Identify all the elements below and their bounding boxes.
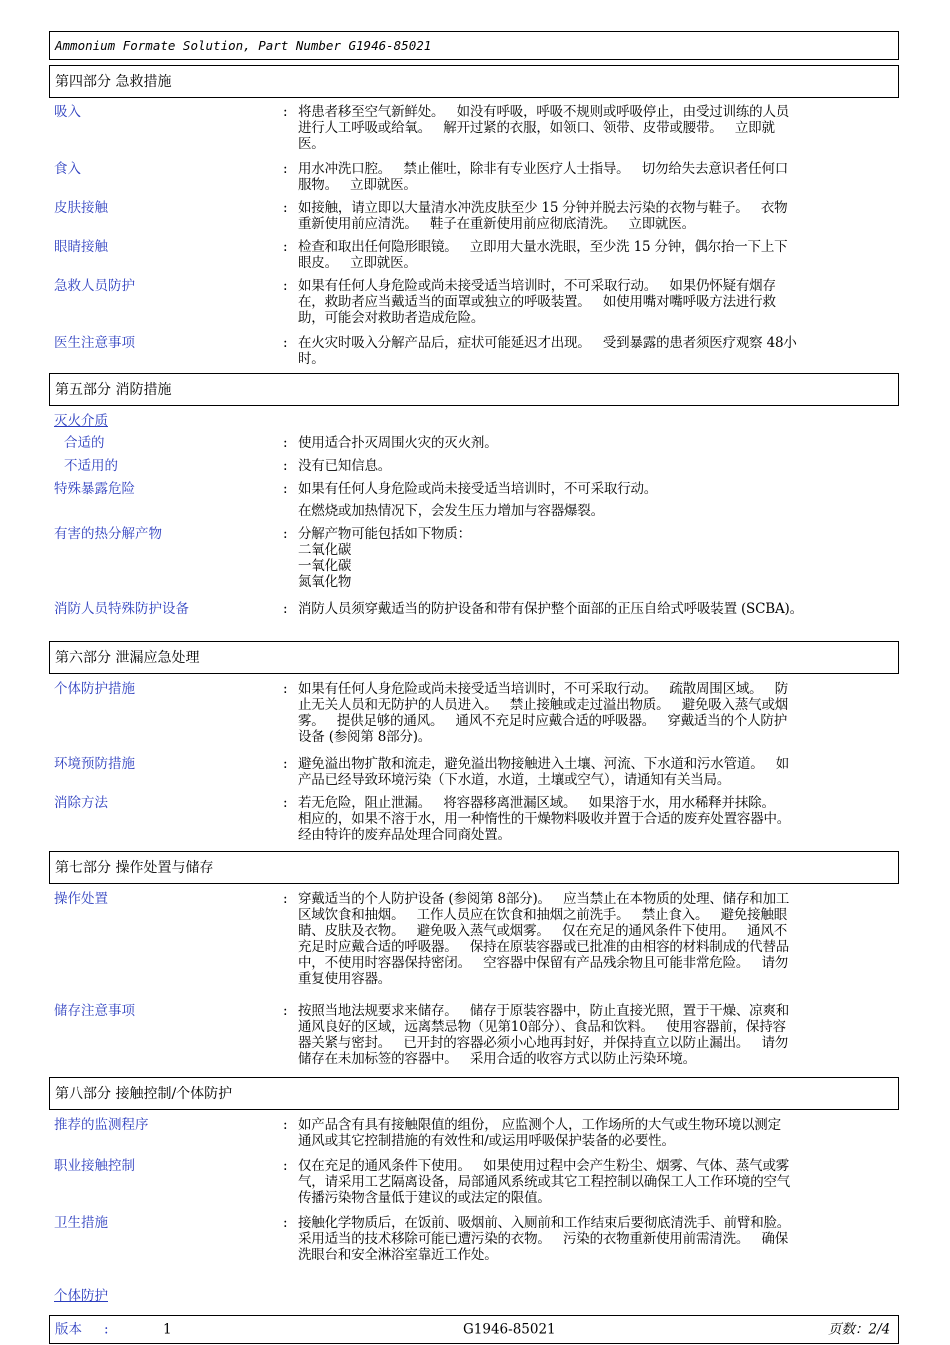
value-line: 按照当地法规要求来储存。 储存于原装容器中，防止直接光照，置于干燥、凉爽和 bbox=[298, 1003, 790, 1019]
field-colon: : bbox=[283, 481, 288, 497]
field-value bbox=[298, 503, 895, 519]
field-label: 个体防护措施 bbox=[54, 681, 135, 697]
value-line: 氮氧化物 bbox=[298, 574, 352, 590]
field-label: 有害的热分解产物 bbox=[54, 526, 162, 542]
value-line: 传播污染物含量低于建议的或法定的限值。 bbox=[298, 1190, 551, 1206]
section-title: 第七部分 操作处置与储存 bbox=[55, 859, 214, 876]
value-line: 睛、皮肤及衣物。 避免吸入蒸气或烟雾。 仅在充足的通风条件下使用。 通风不 bbox=[298, 923, 788, 939]
field-label: 职业接触控制 bbox=[54, 1158, 135, 1174]
section-title: 第八部分 接触控制/个体防护 bbox=[55, 1085, 233, 1102]
section-title: 第六部分 泄漏应急处理 bbox=[55, 649, 200, 666]
field-label: 个体防护 bbox=[54, 1288, 108, 1304]
value-line: 在，救助者应当戴适当的面罩或独立的呼吸装置。 如使用嘴对嘴呼吸方法进行救 bbox=[298, 294, 776, 310]
section-5-header bbox=[49, 373, 899, 406]
field-value bbox=[298, 1117, 895, 1149]
field-value bbox=[298, 200, 895, 232]
value-line: 如产品含有具有接触限值的组份， 应监测个人，工作场所的大气或生物环境以测定 bbox=[298, 1117, 781, 1133]
field-colon: : bbox=[283, 104, 288, 120]
value-line: 气，请采用工艺隔离设备，局部通风系统或其它工程控制以确保工人工作环境的空气 bbox=[298, 1174, 791, 1190]
value-line: 区域饮食和抽烟。 工作人员应在饮食和抽烟之前洗手。 禁止食入。 避免接触眼 bbox=[298, 907, 788, 923]
value-line: 将患者移至空气新鲜处。 如没有呼吸，呼吸不规则或呼吸停止，由受过训练的人员 bbox=[298, 104, 790, 120]
value-line: 通风或其它控制措施的有效性和/或运用呼吸保护装备的必要性。 bbox=[298, 1133, 675, 1149]
value-line: 止无关人员和无防护的人员进入。 禁止接触或走过溢出物质。 避免吸入蒸气或烟 bbox=[298, 697, 789, 713]
field-value bbox=[298, 1003, 895, 1067]
value-line: 储存在未加标签的容器中。 采用合适的收容方式以防止污染环境。 bbox=[298, 1051, 696, 1067]
field-colon: : bbox=[283, 1117, 288, 1133]
value-line: 服物。 立即就医。 bbox=[298, 177, 417, 193]
value-line: 进行人工呼吸或给氧。 解开过紧的衣服，如领口、领带、皮带或腰带。 立即就 bbox=[298, 120, 775, 136]
field-label: 卫生措施 bbox=[54, 1215, 108, 1231]
value-line: 采用适当的技术移除可能已遭污染的衣物。 污染的衣物重新使用前需清洗。 确保 bbox=[298, 1231, 789, 1247]
field-value bbox=[298, 104, 895, 152]
field-value bbox=[298, 756, 895, 788]
field-value bbox=[298, 891, 895, 987]
value-line: 中，不使用时容器保持密闭。 空容器中保留有产品残余物且可能非常危险。 请勿 bbox=[298, 955, 789, 971]
page-number: 页数：2/4 bbox=[828, 1320, 891, 1337]
field-label: 急救人员防护 bbox=[54, 278, 135, 294]
value-line: 用水冲洗口腔。 禁止催吐，除非有专业医疗人士指导。 切勿给失去意识者任何口 bbox=[298, 161, 789, 177]
document-title: Ammonium Formate Solution, Part Number G1946-85021 bbox=[55, 37, 432, 53]
field-colon: : bbox=[283, 756, 288, 772]
field-label: 医生注意事项 bbox=[54, 335, 135, 351]
value-line: 使用适合扑灭周围火灾的灭火剂。 bbox=[298, 435, 498, 451]
field-colon: : bbox=[283, 526, 288, 542]
field-value bbox=[298, 1158, 895, 1206]
section-8-header bbox=[49, 1077, 899, 1110]
field-value bbox=[298, 335, 895, 367]
field-colon: : bbox=[283, 1003, 288, 1019]
value-line: 时。 bbox=[298, 351, 325, 367]
value-line: 避免溢出物扩散和流走，避免溢出物接触进入土壤、河流、下水道和污水管道。 如 bbox=[298, 756, 790, 772]
value-line: 相应的，如果不溶于水，用一种惰性的干燥物料吸收并置于合适的废弃处置容器中。 bbox=[298, 811, 791, 827]
value-line: 如接触，请立即以大量清水冲洗皮肤至少 15 分钟并脱去污染的衣物与鞋子。 衣物 bbox=[298, 200, 788, 216]
value-line: 产品已经导致环境污染（下水道，水道，土壤或空气），请通知有关当局。 bbox=[298, 772, 731, 788]
field-label: 灭火介质 bbox=[54, 413, 108, 429]
value-line: 接触化学物质后，在饭前、吸烟前、入厕前和工作结束后要彻底清洗手、前臂和脸。 bbox=[298, 1215, 791, 1231]
field-value bbox=[298, 161, 895, 193]
field-colon: : bbox=[283, 435, 288, 451]
value-line: 洗眼台和安全淋浴室靠近工作处。 bbox=[298, 1247, 498, 1263]
section-6-header bbox=[49, 641, 899, 674]
field-colon: : bbox=[283, 200, 288, 216]
field-colon: : bbox=[283, 278, 288, 294]
section-title: 第五部分 消防措施 bbox=[55, 381, 172, 398]
value-line: 没有已知信息。 bbox=[298, 458, 392, 474]
field-label: 操作处置 bbox=[54, 891, 108, 907]
field-colon: : bbox=[283, 1215, 288, 1231]
page-footer bbox=[49, 1315, 899, 1344]
value-line: 器关紧与密封。 已开封的容器必须小心地再封好，并保持直立以防止漏出。 请勿 bbox=[298, 1035, 789, 1051]
value-line: 在火灾时吸入分解产品后，症状可能延迟才出现。 受到暴露的患者须医疗观察 48小 bbox=[298, 335, 797, 351]
value-line: 眼皮。 立即就医。 bbox=[298, 255, 417, 271]
value-line: 检查和取出任何隐形眼镜。 立即用大量水洗眼，至少洗 15 分钟，偶尔抬一下上下 bbox=[298, 239, 788, 255]
field-colon: : bbox=[283, 239, 288, 255]
field-colon: : bbox=[283, 1158, 288, 1174]
value-line: 一氧化碳 bbox=[298, 558, 352, 574]
version-colon: : bbox=[104, 1320, 109, 1337]
value-line: 如果有任何人身危险或尚未接受适当培训时，不可采取行动。 如果仍怀疑有烟存 bbox=[298, 278, 776, 294]
section-4-header bbox=[49, 65, 899, 98]
field-label: 食入 bbox=[54, 161, 81, 177]
field-value bbox=[298, 526, 895, 590]
field-colon: : bbox=[283, 795, 288, 811]
version-value: 1 bbox=[163, 1320, 172, 1337]
field-label: 特殊暴露危险 bbox=[54, 481, 135, 497]
value-line: 经由特许的废弃品处理合同商处置。 bbox=[298, 827, 511, 843]
field-colon: : bbox=[283, 161, 288, 177]
field-label: 皮肤接触 bbox=[54, 200, 108, 216]
field-label: 眼睛接触 bbox=[54, 239, 108, 255]
field-colon: : bbox=[283, 891, 288, 907]
field-value bbox=[298, 435, 895, 451]
field-label: 储存注意事项 bbox=[54, 1003, 135, 1019]
value-line: 分解产物可能包括如下物质： bbox=[298, 526, 471, 542]
value-line: 穿戴适当的个人防护设备 (参阅第 8部分)。 应当禁止在本物质的处理、储存和加工 bbox=[298, 891, 790, 907]
value-line: 通风良好的区域，远离禁忌物（见第10部分）、食品和饮料。 使用容器前，保持容 bbox=[298, 1019, 786, 1035]
field-value bbox=[298, 481, 895, 497]
value-line: 充足时应戴合适的呼吸器。 保持在原装容器或已批准的由相容的材料制成的代替品 bbox=[298, 939, 790, 955]
field-colon: : bbox=[283, 601, 288, 617]
value-line: 雾。 提供足够的通风。 通风不充足时应戴合适的呼吸器。 穿戴适当的个人防护 bbox=[298, 713, 788, 729]
field-colon: : bbox=[283, 458, 288, 474]
field-value bbox=[298, 458, 895, 474]
field-value bbox=[298, 278, 895, 326]
field-label: 吸入 bbox=[54, 104, 81, 120]
field-colon: : bbox=[283, 681, 288, 697]
field-label: 合适的 bbox=[64, 435, 105, 451]
value-line: 如果有任何人身危险或尚未接受适当培训时，不可采取行动。 疏散周围区域。 防 bbox=[298, 681, 789, 697]
value-line: 重新使用前应清洗。 鞋子在重新使用前应彻底清洗。 立即就医。 bbox=[298, 216, 695, 232]
document-header bbox=[49, 31, 899, 60]
field-label: 环境预防措施 bbox=[54, 756, 135, 772]
section-7-header bbox=[49, 851, 899, 884]
field-value bbox=[298, 1215, 895, 1263]
field-value bbox=[298, 601, 895, 617]
value-line: 若无危险，阻止泄漏。 将容器移离泄漏区域。 如果溶于水，用水稀释并抹除。 bbox=[298, 795, 775, 811]
value-line: 助，可能会对救助者造成危险。 bbox=[298, 310, 485, 326]
value-line: 二氧化碳 bbox=[298, 542, 352, 558]
value-line: 如果有任何人身危险或尚未接受适当培训时，不可采取行动。 bbox=[298, 481, 658, 497]
field-label: 推荐的监测程序 bbox=[54, 1117, 149, 1133]
value-line: 仅在充足的通风条件下使用。 如果使用过程中会产生粉尘、烟雾、气体、蒸气或雾 bbox=[298, 1158, 790, 1174]
field-colon: : bbox=[283, 335, 288, 351]
value-line: 消防人员须穿戴适当的防护设备和带有保护整个面部的正压自给式呼吸装置 (SCBA)。 bbox=[298, 601, 803, 617]
value-line: 重复使用容器。 bbox=[298, 971, 392, 987]
section-title: 第四部分 急救措施 bbox=[55, 73, 172, 90]
field-label: 消除方法 bbox=[54, 795, 108, 811]
field-label: 不适用的 bbox=[64, 458, 118, 474]
field-value bbox=[298, 681, 895, 745]
value-line: 在燃烧或加热情况下，会发生压力增加与容器爆裂。 bbox=[298, 503, 604, 519]
document-code: G1946-85021 bbox=[463, 1320, 556, 1337]
value-line: 设备 (参阅第 8部分)。 bbox=[298, 729, 432, 745]
field-label: 消防人员特殊防护设备 bbox=[54, 601, 189, 617]
value-line: 医。 bbox=[298, 136, 325, 152]
version-label: 版本 bbox=[55, 1320, 82, 1337]
field-value bbox=[298, 795, 895, 843]
field-value bbox=[298, 239, 895, 271]
